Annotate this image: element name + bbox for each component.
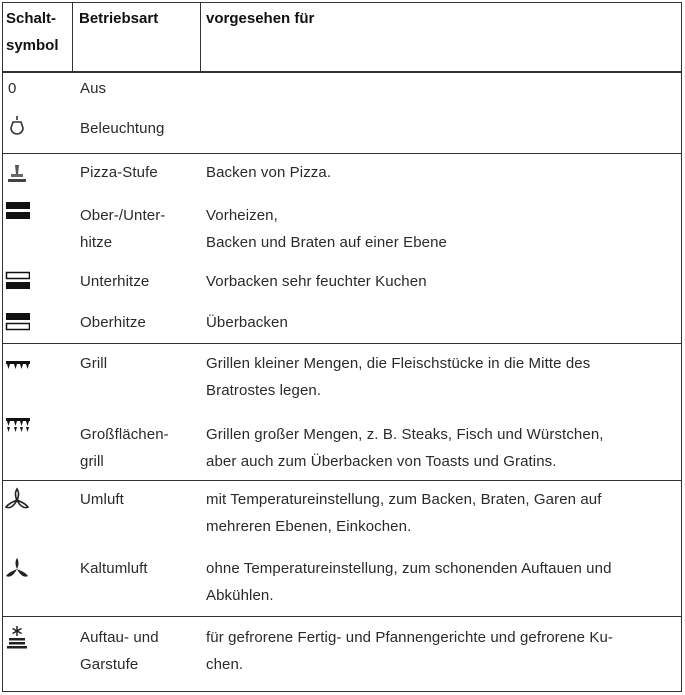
header-intended-use: vorgesehen für — [206, 10, 315, 27]
mode-umluft: Umluft — [80, 491, 124, 508]
use-unterhitze: Vorbacken sehr feuchter Kuchen — [206, 273, 427, 290]
group-separator-2 — [2, 343, 682, 344]
group-separator-4 — [2, 616, 682, 617]
use-ober-unterhitze-line-2: Backen und Braten auf einer Ebene — [206, 234, 447, 251]
use-kaltumluft-line-2: Abkühlen. — [206, 587, 274, 604]
header-separator — [2, 71, 682, 73]
use-oberhitze: Überbacken — [206, 314, 288, 331]
use-umluft-line-1: mit Temperatureinstellung, zum Backen, Braten, Garen auf — [206, 491, 602, 508]
use-pizza-stufe: Backen von Pizza. — [206, 164, 332, 181]
header-symbol-line-2: symbol — [6, 37, 59, 54]
mode-grossflaechengrill-line-1: Großflächen- — [80, 426, 169, 443]
header-divider-2 — [200, 2, 201, 71]
fan-icon — [4, 487, 30, 513]
header-divider-1 — [72, 2, 73, 71]
use-kaltumluft-line-1: ohne Temperatureinstellung, zum schonenden Auftauen und — [206, 560, 612, 577]
mode-ober-unterhitze-line-2: hitze — [80, 234, 113, 251]
header-symbol-line-1: Schalt- — [6, 10, 57, 27]
operating-modes-table — [2, 2, 682, 692]
mode-auftau-garstufe-line-1: Auftau- und — [80, 629, 159, 646]
use-auftau-garstufe-line-2: chen. — [206, 656, 244, 673]
use-umluft-line-2: mehreren Ebenen, Einkochen. — [206, 518, 412, 535]
bottom-heat-icon — [4, 269, 30, 295]
mode-grill: Grill — [80, 355, 108, 372]
mode-oberhitze: Oberhitze — [80, 314, 146, 331]
top-heat-icon — [4, 310, 30, 336]
group-separator-3 — [2, 480, 682, 481]
mode-unterhitze: Unterhitze — [80, 273, 150, 290]
use-grossflaechengrill-line-2: aber auch zum Überbacken von Toasts und Gratins. — [206, 453, 557, 470]
use-ober-unterhitze-line-1: Vorheizen, — [206, 207, 278, 224]
mode-beleuchtung: Beleuchtung — [80, 120, 165, 137]
mode-grossflaechengrill-line-2: grill — [80, 453, 104, 470]
lamp-icon — [4, 114, 30, 140]
mode-ober-unterhitze-line-1: Ober-/Unter- — [80, 207, 166, 224]
use-grill-line-2: Bratrostes legen. — [206, 382, 322, 399]
mode-aus: Aus — [80, 80, 107, 97]
mode-auftau-garstufe-line-2: Garstufe — [80, 656, 139, 673]
mode-kaltumluft: Kaltumluft — [80, 560, 148, 577]
header-mode: Betriebsart — [79, 10, 159, 27]
top-bottom-heat-icon — [4, 199, 30, 225]
grill-icon — [4, 351, 30, 377]
cold-fan-icon — [4, 556, 30, 582]
defrost-icon — [4, 624, 30, 650]
mode-pizza-stufe: Pizza-Stufe — [80, 164, 158, 181]
use-auftau-garstufe-line-1: für gefrorene Fertig- und Pfannengerichte und gefrorene Ku- — [206, 629, 613, 646]
symbol-zero: 0 — [8, 80, 17, 97]
use-grossflaechengrill-line-1: Grillen großer Mengen, z. B. Steaks, Fisch und Würstchen, — [206, 426, 604, 443]
pizza-icon — [4, 160, 30, 186]
large-grill-icon — [4, 416, 30, 442]
use-grill-line-1: Grillen kleiner Mengen, die Fleischstücke in die Mitte des — [206, 355, 591, 372]
group-separator-1 — [2, 153, 682, 154]
